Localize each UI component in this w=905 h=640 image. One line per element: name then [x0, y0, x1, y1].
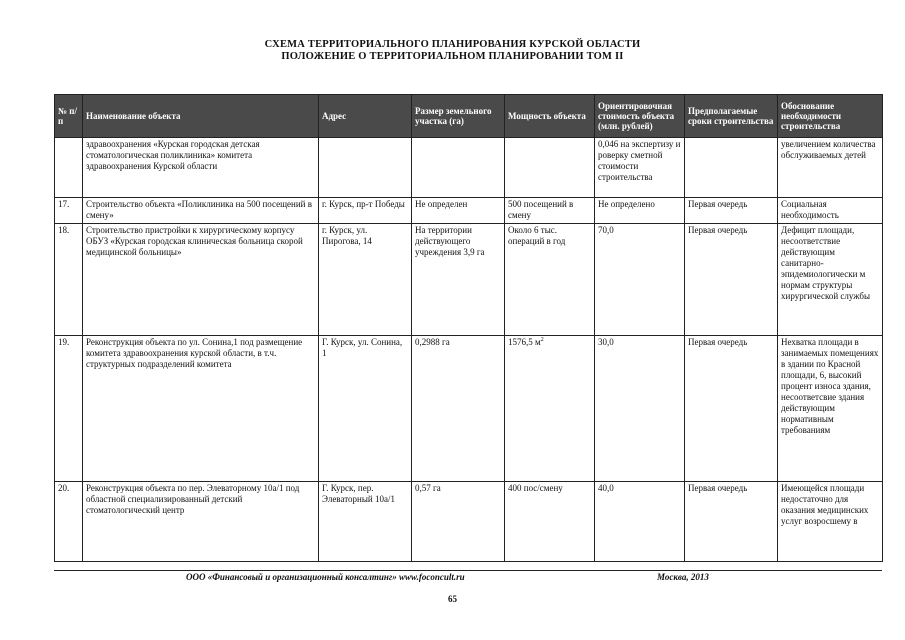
cell-num: 20.: [55, 482, 83, 562]
cell-cost: 40,0: [595, 482, 685, 562]
document-title: СХЕМА ТЕРРИТОРИАЛЬНОГО ПЛАНИРОВАНИЯ КУРСКОЙ ОБЛАСТИ: [264, 39, 641, 50]
cell-reason: Имеющейся площади недостаточно для оказания медицинских услуг возросшему в: [778, 482, 883, 562]
cell-area: 0,2988 га: [412, 336, 505, 482]
col-header-num: № п/п: [55, 95, 83, 138]
cell-term: Первая очередь: [685, 482, 778, 562]
col-header-name: Наименование объекта: [83, 95, 319, 138]
cell-name: Реконструкция объекта по пер. Элеваторному 10а/1 под областной специализированный детский стоматологический центр: [83, 482, 319, 562]
cell-name: Строительство объекта «Поликлиника на 500 посещений в смену»: [83, 198, 319, 224]
cell-reason: увеличением количества обслуживаемых детей: [778, 138, 883, 198]
table-row: [55, 198, 883, 224]
page-number: 65: [448, 594, 457, 604]
cell-name: Строительство пристройки к хирургическому корпусу ОБУЗ «Курская городская клиническая больница скорой медицинской больницы»: [83, 224, 319, 336]
cell-term: Первая очередь: [685, 336, 778, 482]
footer-city-year: Москва, 2013: [657, 572, 709, 582]
cell-address: [319, 138, 412, 198]
cell-reason: Нехватка площади в занимаемых помещениях в здании по Красной площади, 6, высокий процент износа здания, несоответсвие здания действующим нормативным требованиям: [778, 336, 883, 482]
cell-capacity: 500 посещений в смену: [505, 198, 595, 224]
cell-num: 18.: [55, 224, 83, 336]
cell-term: Первая очередь: [685, 198, 778, 224]
cell-reason: Социальная необходимость: [778, 198, 883, 224]
cell-area: Не определен: [412, 198, 505, 224]
col-header-area: Размер земельного участка (га): [412, 95, 505, 138]
document-subtitle: ПОЛОЖЕНИЕ О ТЕРРИТОРИАЛЬНОМ ПЛАНИРОВАНИИ ТОМ II: [281, 51, 624, 62]
footer-company: ООО «Финансовый и организационный консалтинг» www.foconcult.ru: [186, 572, 465, 582]
cell-reason: Дефицит площади, несоответствие действующим санитарно-эпидемиологически м нормам структуры хирургической службы: [778, 224, 883, 336]
table-row: [55, 224, 883, 336]
col-header-reason: Обоснование необходимости строительства: [778, 95, 883, 138]
cell-capacity: [505, 336, 595, 482]
cell-num: [55, 138, 83, 198]
cell-term: [685, 138, 778, 198]
cell-area: [412, 138, 505, 198]
cell-term: Первая очередь: [685, 224, 778, 336]
footer-divider: [54, 570, 882, 571]
table-row: [55, 336, 883, 482]
objects-table: [54, 94, 883, 562]
cell-address: Г. Курск, пер. Элеваторный 10а/1: [319, 482, 412, 562]
table-row: [55, 138, 883, 198]
col-header-cost: Ориентировочная стоимость объекта (млн. рублей): [595, 95, 685, 138]
cell-cost: Не определено: [595, 198, 685, 224]
table-row: [55, 482, 883, 562]
cell-capacity: Около 6 тыс. операций в год: [505, 224, 595, 336]
cell-capacity: 400 пос/смену: [505, 482, 595, 562]
cell-cost: 0,046 на экспертизу и роверку сметной стоимости строительства: [595, 138, 685, 198]
cell-address: Г. Курск, ул. Сонина, 1: [319, 336, 412, 482]
col-header-term: Предполагаемые сроки строительства: [685, 95, 778, 138]
cell-name: здравоохранения «Курская городская детская стоматологическая поликлиника» комитета здравоохранения Курской области: [83, 138, 319, 198]
col-header-capacity: Мощность объекта: [505, 95, 595, 138]
cell-name: Реконструкция объекта по ул. Сонина,1 под размещение комитета здравоохранения курской области, в т.ч. структурных подразделений комитета: [83, 336, 319, 482]
col-header-address: Адрес: [319, 95, 412, 138]
table-header-row: [55, 95, 883, 138]
cell-num: 17.: [55, 198, 83, 224]
cell-num: 19.: [55, 336, 83, 482]
cell-capacity: [505, 138, 595, 198]
cell-cost: 70,0: [595, 224, 685, 336]
cell-area: 0,57 га: [412, 482, 505, 562]
cell-area: На территории действующего учреждения 3,9 га: [412, 224, 505, 336]
capacity-value: 1576,5 м: [508, 337, 541, 347]
capacity-unit-exponent: 2: [540, 337, 544, 343]
cell-address: г. Курск, ул. Пирогова, 14: [319, 224, 412, 336]
cell-cost: 30,0: [595, 336, 685, 482]
cell-address: г. Курск, пр-т Победы: [319, 198, 412, 224]
